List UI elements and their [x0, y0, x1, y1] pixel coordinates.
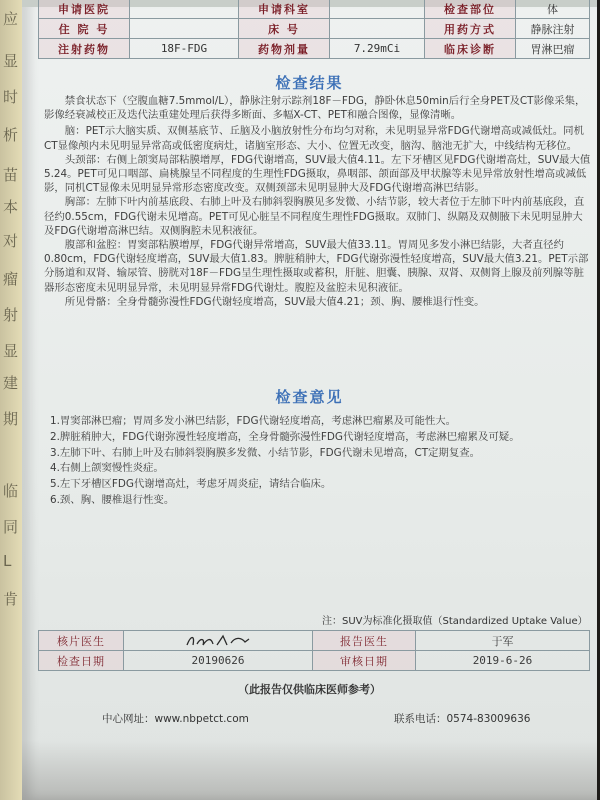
book-char: 析	[3, 126, 19, 144]
results-chest: 胸部：左肺下叶内前基底段、右肺上叶及右肺斜裂胸膜见多发微、小结节影，较大者位于左肺下叶内前基底段，直径约0.55cm，FDG代谢未见增高。PET可见心脏呈不同程度生理性FDG摄取。双肺门、纵隔及双侧腋下未见明显肿大及FDG代谢增高淋巴结。双侧胸腔未见积液征。	[44, 196, 585, 237]
label-reporter: 报告医生	[313, 631, 416, 651]
book-char: 建	[3, 374, 19, 392]
value-diagnosis: 胃淋巴瘤	[516, 39, 590, 59]
book-char: 显	[3, 52, 19, 70]
results-brain: 脑：PET示大脑实质、双侧基底节、丘脑及小脑放射性分布均匀对称，未见明显异常FDG代谢增高或减低灶。同机CT显像颅内未见明显异常高或低密度病灶，诸脑室形态、大小、位置无改变，脑沟、脑池无扩大，中线结构无移位。	[44, 125, 584, 152]
book-char: L	[3, 552, 12, 570]
value-hospital	[130, 0, 239, 19]
handwritten-signature-icon	[183, 633, 253, 649]
book-char: 时	[3, 88, 19, 106]
disclaimer: （此报告仅供临床医师参考）	[238, 683, 381, 696]
book-char: 射	[3, 306, 19, 324]
label-route: 用药方式	[425, 19, 516, 39]
suv-note: 注：SUV为标准化摄取值（Standardized Uptake Value）	[322, 616, 588, 627]
label-check-date: 检查日期	[39, 651, 124, 671]
results-procedure: 禁食状态下（空腹血糖7.5mmol/L），静脉注射示踪剂18F－FDG，静卧休息50min后行全身PET及CT影像采集，影像经衰减校正及迭代法重建处理后获得多断面、多幅X-CT、PET和融合图像，显像清晰。	[44, 95, 586, 122]
label-dose: 药物剂量	[239, 39, 330, 59]
label-tracer: 注射药物	[39, 39, 130, 59]
opinion-item: 5.左下牙槽区FDG代谢增高灶，考虑牙周炎症，请结合临床。	[50, 478, 332, 491]
report-paper	[22, 0, 597, 800]
value-dose: 7.29mCi	[330, 39, 425, 59]
opinion-list	[50, 414, 590, 509]
website: 中心网址：www.nbpetct.com	[102, 713, 249, 725]
results-abdomen-pelvis: 腹部和盆腔：胃窦部粘膜增厚，FDG代谢异常增高，SUV最大值33.11。胃周见多发小淋巴结影，大者直径约0.80cm，FDG代谢轻度增高，SUV最大值1.83。脾脏稍肿大，FDG代谢弥漫性轻度增高，SUV最大值3.21。PET示部分肠道和双肾、输尿管、膀胱对18F－FDG呈生理性摄取或蓄积，肝脏、胆囊、胰腺、双肾、双侧肾上腺及前列腺等脏器形态密度未见明显异常，未见明显异常FDG代谢灶。腹腔及盆腔未见积液征。	[44, 239, 589, 294]
book-char: 本	[3, 198, 19, 216]
label-reviewer: 核片医生	[39, 631, 124, 651]
book-char: 应	[3, 10, 19, 28]
background-book-edge	[0, 0, 22, 800]
label-bed-no: 床 号	[239, 19, 330, 39]
value-audit-date: 2019-6-26	[416, 651, 590, 671]
opinion-item: 4.右侧上颌窦慢性炎症。	[50, 462, 164, 475]
value-tracer: 18F-FDG	[130, 39, 239, 59]
value-bed-no	[330, 19, 425, 39]
reviewer-signature	[124, 631, 313, 651]
value-reporter: 于军	[416, 631, 590, 651]
label-audit-date: 审核日期	[313, 651, 416, 671]
book-char: 期	[3, 410, 19, 428]
value-inpatient-no	[130, 19, 239, 39]
results-body	[44, 94, 592, 309]
bottom-shadow	[22, 740, 597, 800]
label-hospital: 申请医院	[39, 0, 130, 19]
value-check-date: 20190626	[124, 651, 313, 671]
label-department: 申请科室	[239, 0, 330, 19]
opinion-item: 6.颈、胸、腰椎退行性变。	[50, 493, 175, 506]
signature-table	[38, 630, 590, 671]
opinion-title: 检查意见	[275, 388, 344, 406]
results-title: 检查结果	[275, 74, 344, 92]
label-exam-site: 检查部位	[425, 0, 516, 19]
results-bones: 所见骨骼：全身骨髓弥漫性FDG代谢轻度增高，SUV最大值4.21；颈、胸、腰椎退行性变。	[64, 295, 485, 308]
patient-info-table	[38, 0, 590, 59]
book-char: 对	[3, 232, 19, 250]
book-char: 同	[3, 518, 19, 536]
value-exam-site: 体	[516, 0, 590, 19]
results-head-neck: 头颈部：右侧上颌窦局部粘膜增厚，FDG代谢增高，SUV最大值4.11。左下牙槽区见FDG代谢增高灶，SUV最大值5.24。PET可见口咽部、扁桃腺呈不同程度的生理性FDG摄取，鼻咽部、颌面部及甲状腺等未见异常放射性增高或减低影，同机CT显像未见明显异常形态密度改变。双侧颈部未见明显肿大及FDG代谢增高淋巴结影。	[44, 153, 591, 195]
book-char: 显	[3, 342, 19, 360]
book-char: 肯	[3, 590, 19, 608]
opinion-item: 3.左肺下叶、右肺上叶及右肺斜裂胸膜多发微、小结节影，FDG代谢未见增高，CT定期复查。	[50, 446, 480, 459]
value-route: 静脉注射	[516, 19, 590, 39]
opinion-item: 2.脾脏稍肿大，FDG代谢弥漫性轻度增高，全身骨髓弥漫性FDG代谢轻度增高，考虑淋巴瘤累及可疑。	[50, 430, 520, 443]
opinion-item: 1.胃窦部淋巴瘤；胃周多发小淋巴结影，FDG代谢轻度增高，考虑淋巴瘤累及可能性大。	[50, 415, 457, 427]
label-diagnosis: 临床诊断	[425, 39, 516, 59]
label-inpatient-no: 住 院 号	[39, 19, 130, 39]
phone: 联系电话：0574-83009636	[394, 713, 531, 725]
book-char: 瘤	[3, 270, 19, 288]
book-char: 临	[3, 482, 19, 500]
value-department	[330, 0, 425, 19]
book-char: 苗	[3, 166, 19, 184]
